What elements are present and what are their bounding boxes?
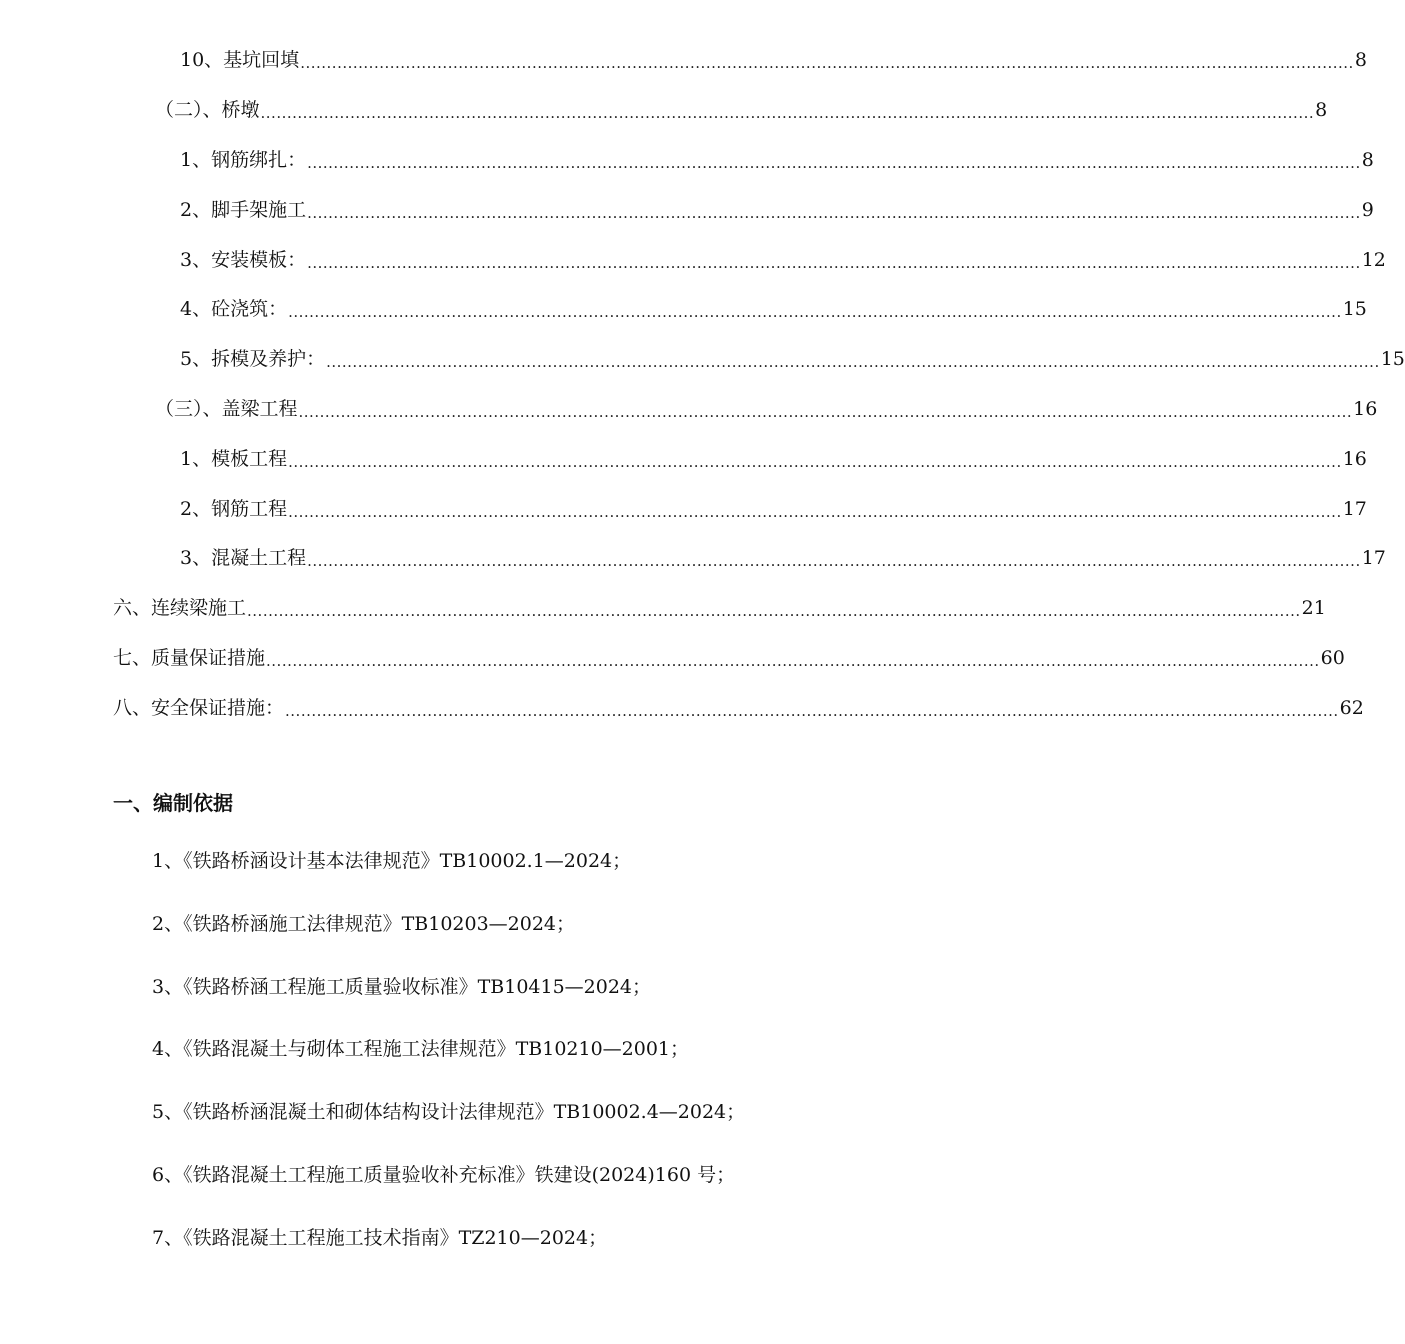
toc-entry-label: 3、混凝土工程 <box>180 547 307 570</box>
toc-leader-dots: ........................................................................................................................................................................................................ <box>298 402 1353 421</box>
toc-leader-dots: ........................................................................................................................................................................................................ <box>300 54 1354 73</box>
toc-entry-label: （三）、盖梁工程 <box>155 397 298 420</box>
toc-leader-dots: ........................................................................................................................................................................................................ <box>285 701 1339 720</box>
toc-page-number: 16 <box>1342 447 1367 470</box>
toc-entry-label: 2、钢筋工程 <box>180 497 288 520</box>
toc-entry-label: 七、质量保证措施 <box>113 646 266 669</box>
toc-page-number: 16 <box>1353 397 1378 420</box>
toc-page-number: 8 <box>1354 49 1367 72</box>
reference-item: 4、《铁路混凝土与砌体工程施工法律规范》TB10210—2001； <box>152 1038 690 1061</box>
reference-list <box>152 842 932 1282</box>
toc-page-number: 9 <box>1361 198 1374 221</box>
toc-entry-label: 4、砼浇筑： <box>180 298 288 321</box>
toc-page-number: 17 <box>1342 497 1367 520</box>
toc-entry[interactable] <box>0 36 1367 86</box>
toc-entry-label: 1、钢筋绑扎： <box>180 148 307 171</box>
reference-item: 1、《铁路桥涵设计基本法律规范》TB10002.1—2024； <box>152 850 632 872</box>
toc-page-number: 8 <box>1315 99 1328 122</box>
toc-entry-label: 八、安全保证措施： <box>113 696 285 719</box>
toc-entry[interactable] <box>0 584 1326 634</box>
reference-item: 7、《铁路混凝土工程施工技术指南》TZ210—2024； <box>152 1226 608 1249</box>
toc-page-number: 8 <box>1361 148 1374 171</box>
reference-item: 2、《铁路桥涵施工法律规范》TB10203—2024； <box>152 912 576 935</box>
toc-leader-dots: ........................................................................................................................................................................................................ <box>307 203 1361 222</box>
reference-item: 3、《铁路桥涵工程施工质量验收标准》TB10415—2024； <box>152 975 652 998</box>
toc-entry[interactable] <box>0 285 1367 335</box>
toc-entry-label: 3、安装模板： <box>180 248 307 271</box>
section-heading: 一、编制依据 <box>113 791 233 815</box>
toc-leader-dots: ........................................................................................................................................................................................................ <box>288 452 1342 471</box>
toc-leader-dots: ........................................................................................................................................................................................................ <box>288 502 1342 521</box>
toc-leader-dots: ........................................................................................................................................................................................................ <box>326 353 1380 372</box>
toc-entry[interactable] <box>0 385 1378 435</box>
toc-entry-label: 10、基坑回填 <box>180 49 300 72</box>
toc-entry-label: 六、连续梁施工 <box>113 597 247 620</box>
reference-item: 6、《铁路混凝土工程施工质量验收补充标准》铁建设(2024)160 号； <box>152 1163 736 1186</box>
toc-entry[interactable] <box>0 534 1386 584</box>
toc-entry[interactable] <box>0 235 1386 285</box>
toc-entry-label: 5、拆模及养护： <box>180 348 326 371</box>
toc-entry-label: 2、脚手架施工 <box>180 198 307 221</box>
toc-entry[interactable] <box>0 136 1374 186</box>
toc-entry-label: （二）、桥墩 <box>155 99 260 122</box>
toc-page-number: 15 <box>1342 298 1367 321</box>
reference-item: 5、《铁路桥涵混凝土和砌体结构设计法律规范》TB10002.4—2024； <box>152 1101 746 1124</box>
toc-page-number: 62 <box>1339 696 1364 719</box>
toc-entry[interactable] <box>0 683 1364 733</box>
toc-entry[interactable] <box>0 484 1367 534</box>
toc-leader-dots: ........................................................................................................................................................................................................ <box>288 303 1342 322</box>
toc-entry[interactable] <box>0 335 1405 385</box>
toc-leader-dots: ........................................................................................................................................................................................................ <box>260 104 1315 123</box>
toc-entry[interactable] <box>0 185 1374 235</box>
toc-entry[interactable] <box>0 86 1328 136</box>
toc-page-number: 21 <box>1301 597 1326 620</box>
toc-page-number: 12 <box>1361 248 1386 271</box>
toc-page-number: 60 <box>1320 646 1345 669</box>
toc-page-number: 17 <box>1361 547 1386 570</box>
toc-leader-dots: ........................................................................................................................................................................................................ <box>307 153 1361 172</box>
toc-leader-dots: ........................................................................................................................................................................................................ <box>247 602 1301 621</box>
table-of-contents <box>0 36 1405 733</box>
toc-entry-label: 1、模板工程 <box>180 447 288 470</box>
toc-leader-dots: ........................................................................................................................................................................................................ <box>266 651 1320 670</box>
toc-entry[interactable] <box>0 434 1367 484</box>
toc-leader-dots: ........................................................................................................................................................................................................ <box>307 552 1361 571</box>
toc-entry[interactable] <box>0 634 1345 684</box>
toc-leader-dots: ........................................................................................................................................................................................................ <box>307 253 1361 272</box>
toc-page-number: 15 <box>1380 348 1405 371</box>
